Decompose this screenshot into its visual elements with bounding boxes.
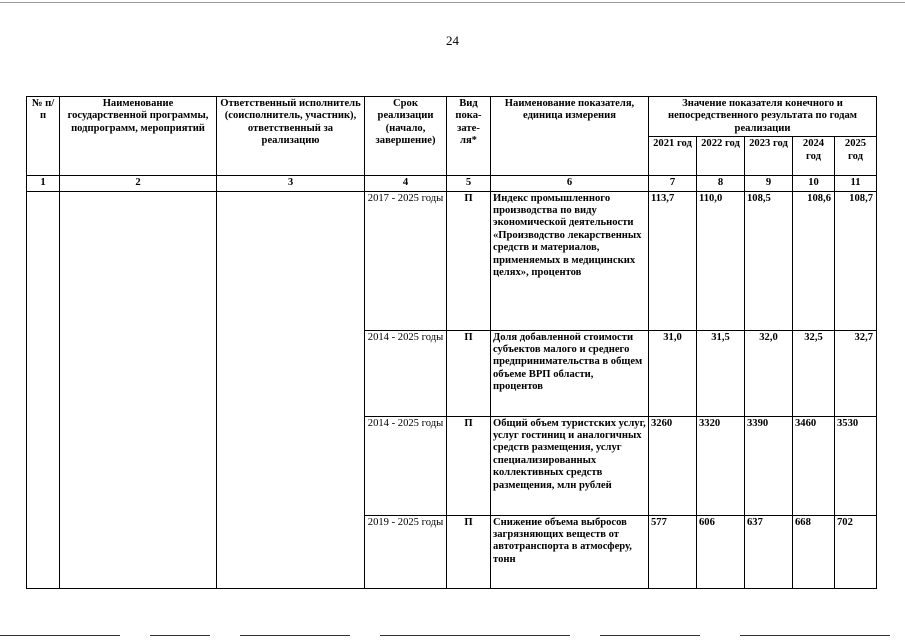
column-number: 11	[835, 176, 877, 191]
value-cell: 108,6	[793, 191, 835, 330]
table-row	[27, 191, 877, 330]
column-number-row	[27, 176, 877, 191]
header-year: 2023 год	[745, 137, 793, 176]
type-cell: П	[447, 330, 491, 416]
indicators-table	[26, 96, 877, 589]
header-executor: Ответственный исполнитель (соисполнитель, участник), ответственный за реализацию	[217, 97, 365, 176]
column-number: 10	[793, 176, 835, 191]
value-cell: 31,0	[649, 330, 697, 416]
top-scan-line	[0, 2, 905, 3]
column-number: 6	[491, 176, 649, 191]
header-year: 2024 год	[793, 137, 835, 176]
value-cell: 32,7	[835, 330, 877, 416]
header-num: № п/п	[27, 97, 60, 176]
value-cell: 702	[835, 515, 877, 588]
header-year: 2025 год	[835, 137, 877, 176]
column-number: 4	[365, 176, 447, 191]
empty-num-cell	[27, 191, 60, 588]
column-number: 5	[447, 176, 491, 191]
type-cell: П	[447, 416, 491, 515]
value-cell: 3320	[697, 416, 745, 515]
page-number: 24	[446, 33, 459, 48]
value-cell: 3530	[835, 416, 877, 515]
column-number: 9	[745, 176, 793, 191]
value-cell: 32,0	[745, 330, 793, 416]
indicator-cell: Снижение объема выбросов загрязняющих веществ от автотранспорта в атмосферу, тонн	[491, 515, 649, 588]
bottom-scan-mark	[150, 635, 210, 636]
type-cell: П	[447, 515, 491, 588]
value-cell: 668	[793, 515, 835, 588]
value-cell: 577	[649, 515, 697, 588]
period-cell: 2014 - 2025 годы	[365, 416, 447, 515]
value-cell: 108,5	[745, 191, 793, 330]
column-number: 2	[60, 176, 217, 191]
period-cell: 2017 - 2025 годы	[365, 191, 447, 330]
header-program-name: Наименование государственной программы, подпрограмм, мероприятий	[60, 97, 217, 176]
column-number: 7	[649, 176, 697, 191]
value-cell: 3260	[649, 416, 697, 515]
column-number: 1	[27, 176, 60, 191]
header-indicator-name: Наименование показателя, единица измерения	[491, 97, 649, 176]
header-values: Значение показателя конечного и непосредственного результата по годам реализации	[649, 97, 877, 137]
header-term: Срок реализации (начало, завершение)	[365, 97, 447, 176]
period-cell: 2019 - 2025 годы	[365, 515, 447, 588]
value-cell: 3460	[793, 416, 835, 515]
value-cell: 108,7	[835, 191, 877, 330]
header-year: 2022 год	[697, 137, 745, 176]
bottom-scan-mark	[740, 635, 890, 636]
bottom-scan-mark	[0, 635, 120, 636]
indicator-cell: Доля добавленной стоимости субъектов малого и среднего предпринимательства в общем объеме ВРП области, процентов	[491, 330, 649, 416]
indicator-cell: Индекс промышленного производства по виду экономической деятельности «Производство лекарственных средств и материалов, применяемых в медицинских целях», процентов	[491, 191, 649, 330]
value-cell: 637	[745, 515, 793, 588]
header-indicator-type: Вид пока-зате-ля*	[447, 97, 491, 176]
value-cell: 113,7	[649, 191, 697, 330]
value-cell: 3390	[745, 416, 793, 515]
header-row-1	[27, 97, 877, 137]
value-cell: 31,5	[697, 330, 745, 416]
bottom-scan-mark	[380, 635, 570, 636]
type-cell: П	[447, 191, 491, 330]
value-cell: 606	[697, 515, 745, 588]
column-number: 3	[217, 176, 365, 191]
bottom-scan-mark	[600, 635, 700, 636]
value-cell: 110,0	[697, 191, 745, 330]
value-cell: 32,5	[793, 330, 835, 416]
empty-program-cell	[60, 191, 217, 588]
bottom-scan-mark	[240, 635, 350, 636]
header-year: 2021 год	[649, 137, 697, 176]
period-cell: 2014 - 2025 годы	[365, 330, 447, 416]
indicator-cell: Общий объем туристских услуг, услуг гостиниц и аналогичных средств размещения, услуг специализированных коллективных средств размещения, млн рублей	[491, 416, 649, 515]
empty-executor-cell	[217, 191, 365, 588]
column-number: 8	[697, 176, 745, 191]
